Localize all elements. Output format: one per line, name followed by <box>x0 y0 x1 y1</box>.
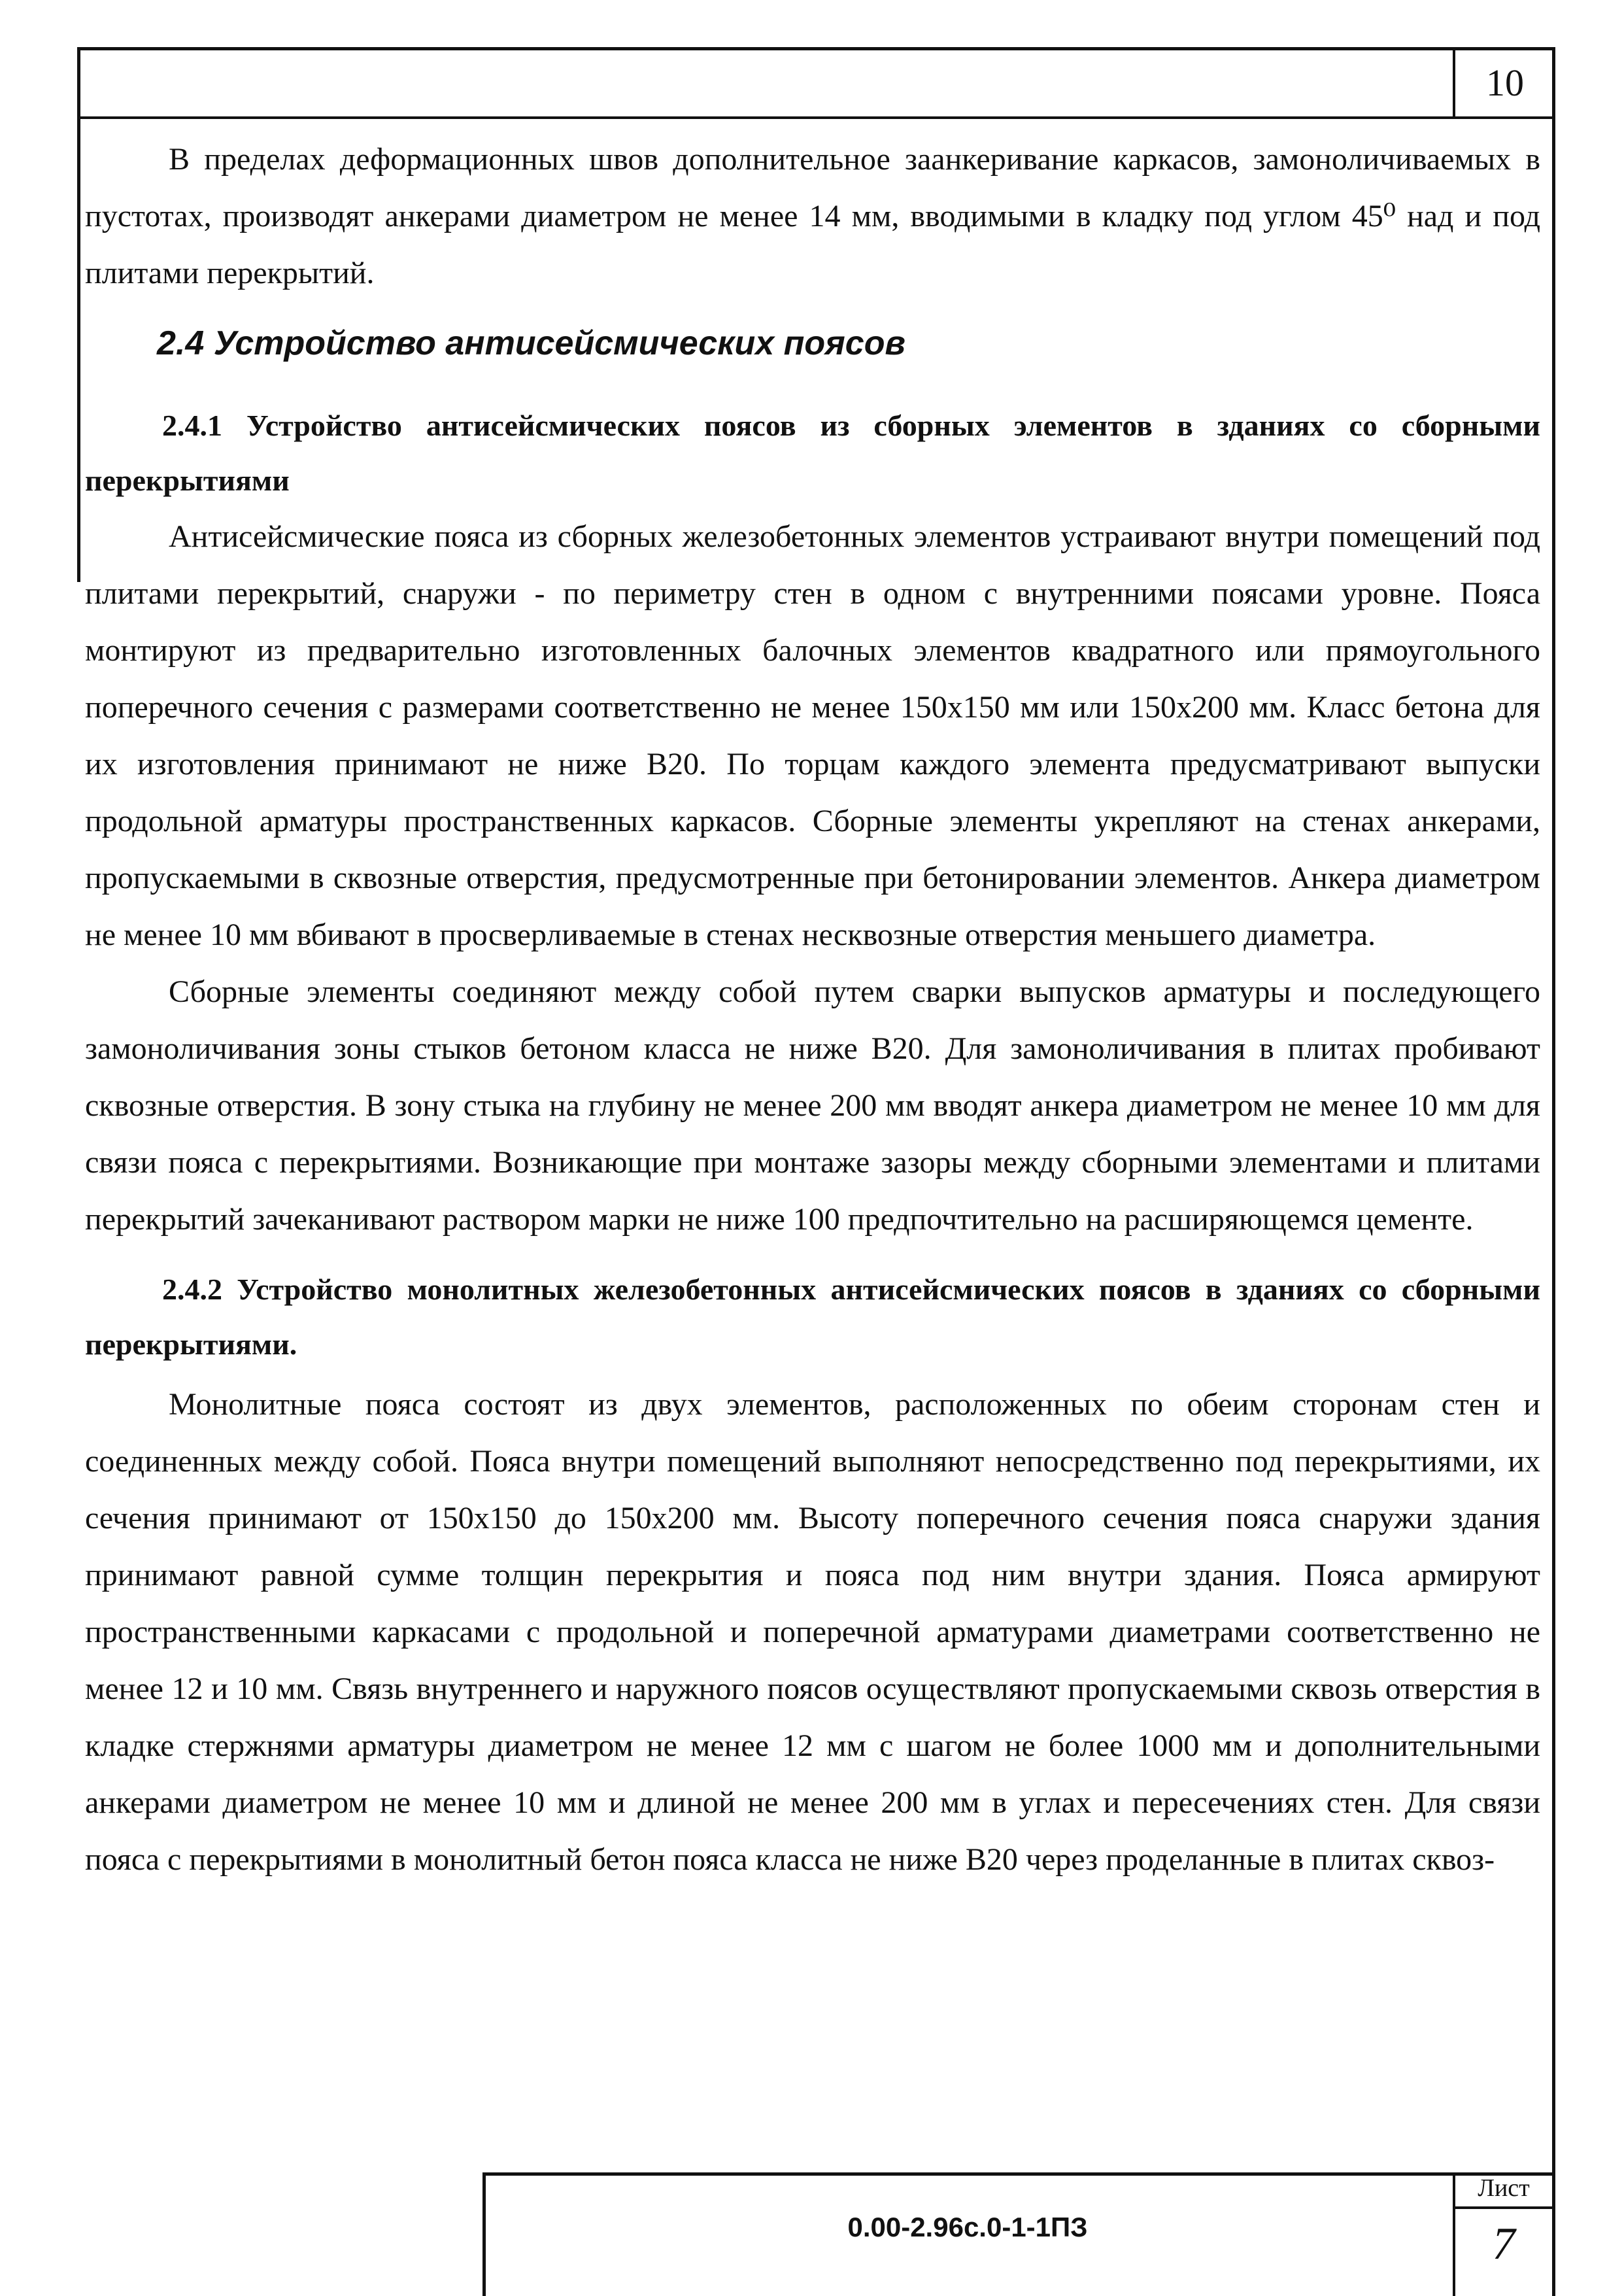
page-number: 10 <box>1453 47 1555 118</box>
title-block-stamp <box>482 2172 1555 2296</box>
sheet-label: Лист <box>1478 2174 1530 2202</box>
frame-top-border <box>77 47 1555 50</box>
paragraph-prefab-joints: Сборные элементы соединяют между собой путем сварки выпусков арматуры и последующего замоноличивания зоны стыков бетоном класса не ниже В20. Для замоноличивания в плитах пробивают сквозные отверстия. В зону стыка на глубину не менее 200 мм вводят анкера диаметром не менее 10 мм для связи пояса с перекрытиями. Возникающие при монтаже зазоры между сборными элементами и плитами перекрытий зачеканивают раствором марки не ниже 100 предпочтительно на расширяющемся цементе. <box>85 974 1540 1237</box>
sheet-number: 7 <box>1492 2219 1515 2269</box>
paragraph-prefab-belts: Антисейсмические пояса из сборных железобетонных элементов устраивают внутри помещений под плитами перекрытий, снаружи - по периметру стен в одном с внутренними поясами уровне. Пояса монтируют из предварительно изготовленных балочных элементов квадратного или прямоугольного поперечного сечения с размерами соответственно не менее 150x150 мм или 150x200 мм. Класс бетона для их изготовления принимают не ниже В20. По торцам каждого элемента предусматривают выпуски продольной арматуры пространственных каркасов. Сборные элементы укрепляют на стенах анкерами, пропускаемыми в сквозные отверстия, предусмотренные при бетонировании элементов. Анкера диаметром не менее 10 мм вбивают в просверливаемые в стенах несквозные отверстия меньшего диаметра. <box>85 519 1540 952</box>
frame-right-border <box>1552 47 1555 2296</box>
frame-left-border <box>77 47 80 582</box>
document-code: 0.00-2.96с.0-1-1ПЗ <box>847 2212 1088 2242</box>
section-heading-2-4: 2.4 Устройство антисейсмических поясов <box>157 324 905 362</box>
header-divider <box>77 116 1555 119</box>
paragraph-anchoring: В пределах деформационных швов дополнительное заанкеривание каркасов, замоноличиваемых в пустотах, производят анкерами диаметром не менее 14 мм, вводимыми в кладку под углом 45⁰ над и под плитами перекрытий. <box>85 142 1540 290</box>
subsection-heading-2-4-2: 2.4.2 Устройство монолитных железобетонных антисейсмических поясов в зданиях со сборными перекрытиями. <box>85 1273 1540 1361</box>
paragraph-monolithic-belts: Монолитные пояса состоят из двух элементов, расположенных по обеим сторонам стен и соединенных между собой. Пояса внутри помещений выполняют непосредственно под перекрытиями, их сечения принимают от 150x150 до 150x200 мм. Высоту поперечного сечения пояса снаружи здания принимают равной сумме толщин перекрытия и пояса под ним внутри здания. Пояса армируют пространственными каркасами с продольной и поперечной арматурами диаметрами соответственно не менее 12 и 10 мм. Связь внутреннего и наружного поясов осуществляют пропускаемыми сквозь отверстия в кладке стержнями арматуры диаметром не менее 12 мм с шагом не более 1000 мм и дополнительными анкерами диаметром не менее 10 мм и длиной не менее 200 мм в углах и пересечениях стен. Для связи пояса с перекрытиями в монолитный бетон пояса класса не ниже В20 через проделанные в плитах сквоз- <box>85 1387 1540 1877</box>
subsection-heading-2-4-1: 2.4.1 Устройство антисейсмических поясов из сборных элементов в зданиях со сборными перекрытиями <box>85 409 1540 497</box>
document-body <box>85 131 1540 1888</box>
